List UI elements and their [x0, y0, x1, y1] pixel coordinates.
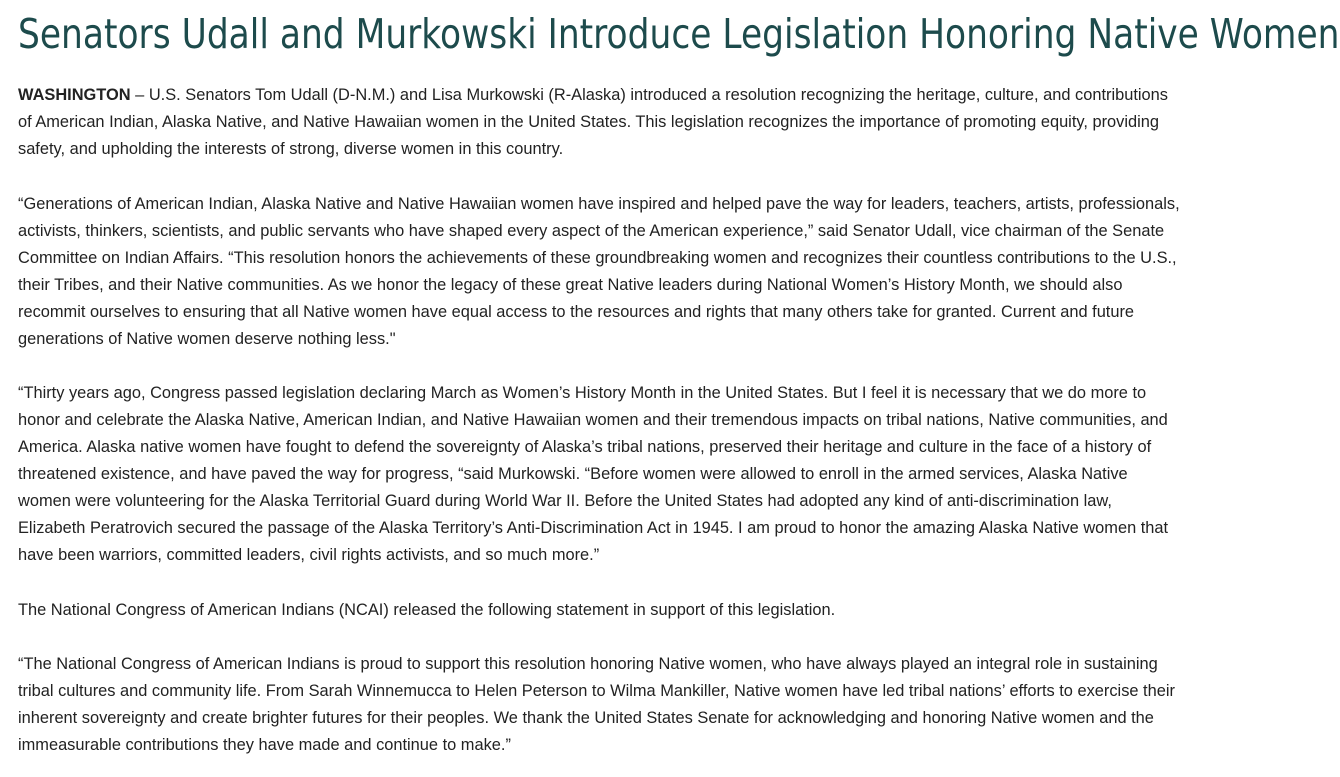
intro-text: – U.S. Senators Tom Udall (D-N.M.) and Lisa Murkowski (R-Alaska) introduced a resolution recognizing the heritage, culture, and contributions of American Indian, Alaska Native, and Native Hawaiian women in the United States. This legislation recognizes the importance of promoting equity, providing safety, and upholding the interests of strong, diverse women in this country. — [18, 86, 1168, 158]
dateline: WASHINGTON — [18, 86, 131, 104]
paragraph-intro — [18, 82, 1182, 163]
paragraph-murkowski-quote: “Thirty years ago, Congress passed legislation declaring March as Women’s History Month in the United States. But I feel it is necessary that we do more to honor and celebrate the Alaska Native, American Indian, and Native Hawaiian women and their tremendous impacts on tribal nations, Native communities, and America. Alaska native women have fought to defend the sovereignty of Alaska’s tribal nations, preserved their heritage and culture in the face of a history of threatened existence, and have paved the way for progress, “said Murkowski. “Before women were allowed to enroll in the armed services, Alaska Native women were volunteering for the Alaska Territorial Guard during World War II. Before the United States had adopted any kind of anti-discrimination law, Elizabeth Peratrovich secured the passage of the Alaska Territory’s Anti-Discrimination Act in 1945. I am proud to honor the amazing Alaska Native women that have been warriors, committed leaders, civil rights activists, and so much more.” — [18, 384, 1169, 564]
paragraph-ncai-intro: The National Congress of American Indians (NCAI) released the following statement in support of this legislation. — [18, 601, 836, 619]
paragraph-udall-quote: “Generations of American Indian, Alaska Native and Native Hawaiian women have inspired and helped pave the way for leaders, teachers, artists, professionals, activists, thinkers, scientists, and public servants who have shaped every aspect of the American experience,” said Senator Udall, vice chairman of the Senate Committee on Indian Affairs. “This resolution honors the achievements of these groundbreaking women and recognizes their countless contributions to the U.S., their Tribes, and their Native communities. As we honor the legacy of these great Native leaders during National Women’s History Month, we should also recommit ourselves to ensuring that all Native women have equal access to the resources and rights that many others take for granted. Current and future generations of Native women deserve nothing less." — [18, 195, 1180, 348]
paragraph-ncai-statement: “The National Congress of American Indians is proud to support this resolution honoring Native women, who have always played an integral role in sustaining tribal cultures and community life. From Sarah Winnemucca to Helen Peterson to Wilma Mankiller, Native women have led tribal nations’ efforts to exercise their inherent sovereignty and create brighter futures for their peoples. We thank the United States Senate for acknowledging and honoring Native women and the immeasurable contributions they have made and continue to make.” — [18, 655, 1175, 754]
article-headline: Senators Udall and Murkowski Introduce Legislation Honoring Native Women — [18, 10, 1340, 58]
